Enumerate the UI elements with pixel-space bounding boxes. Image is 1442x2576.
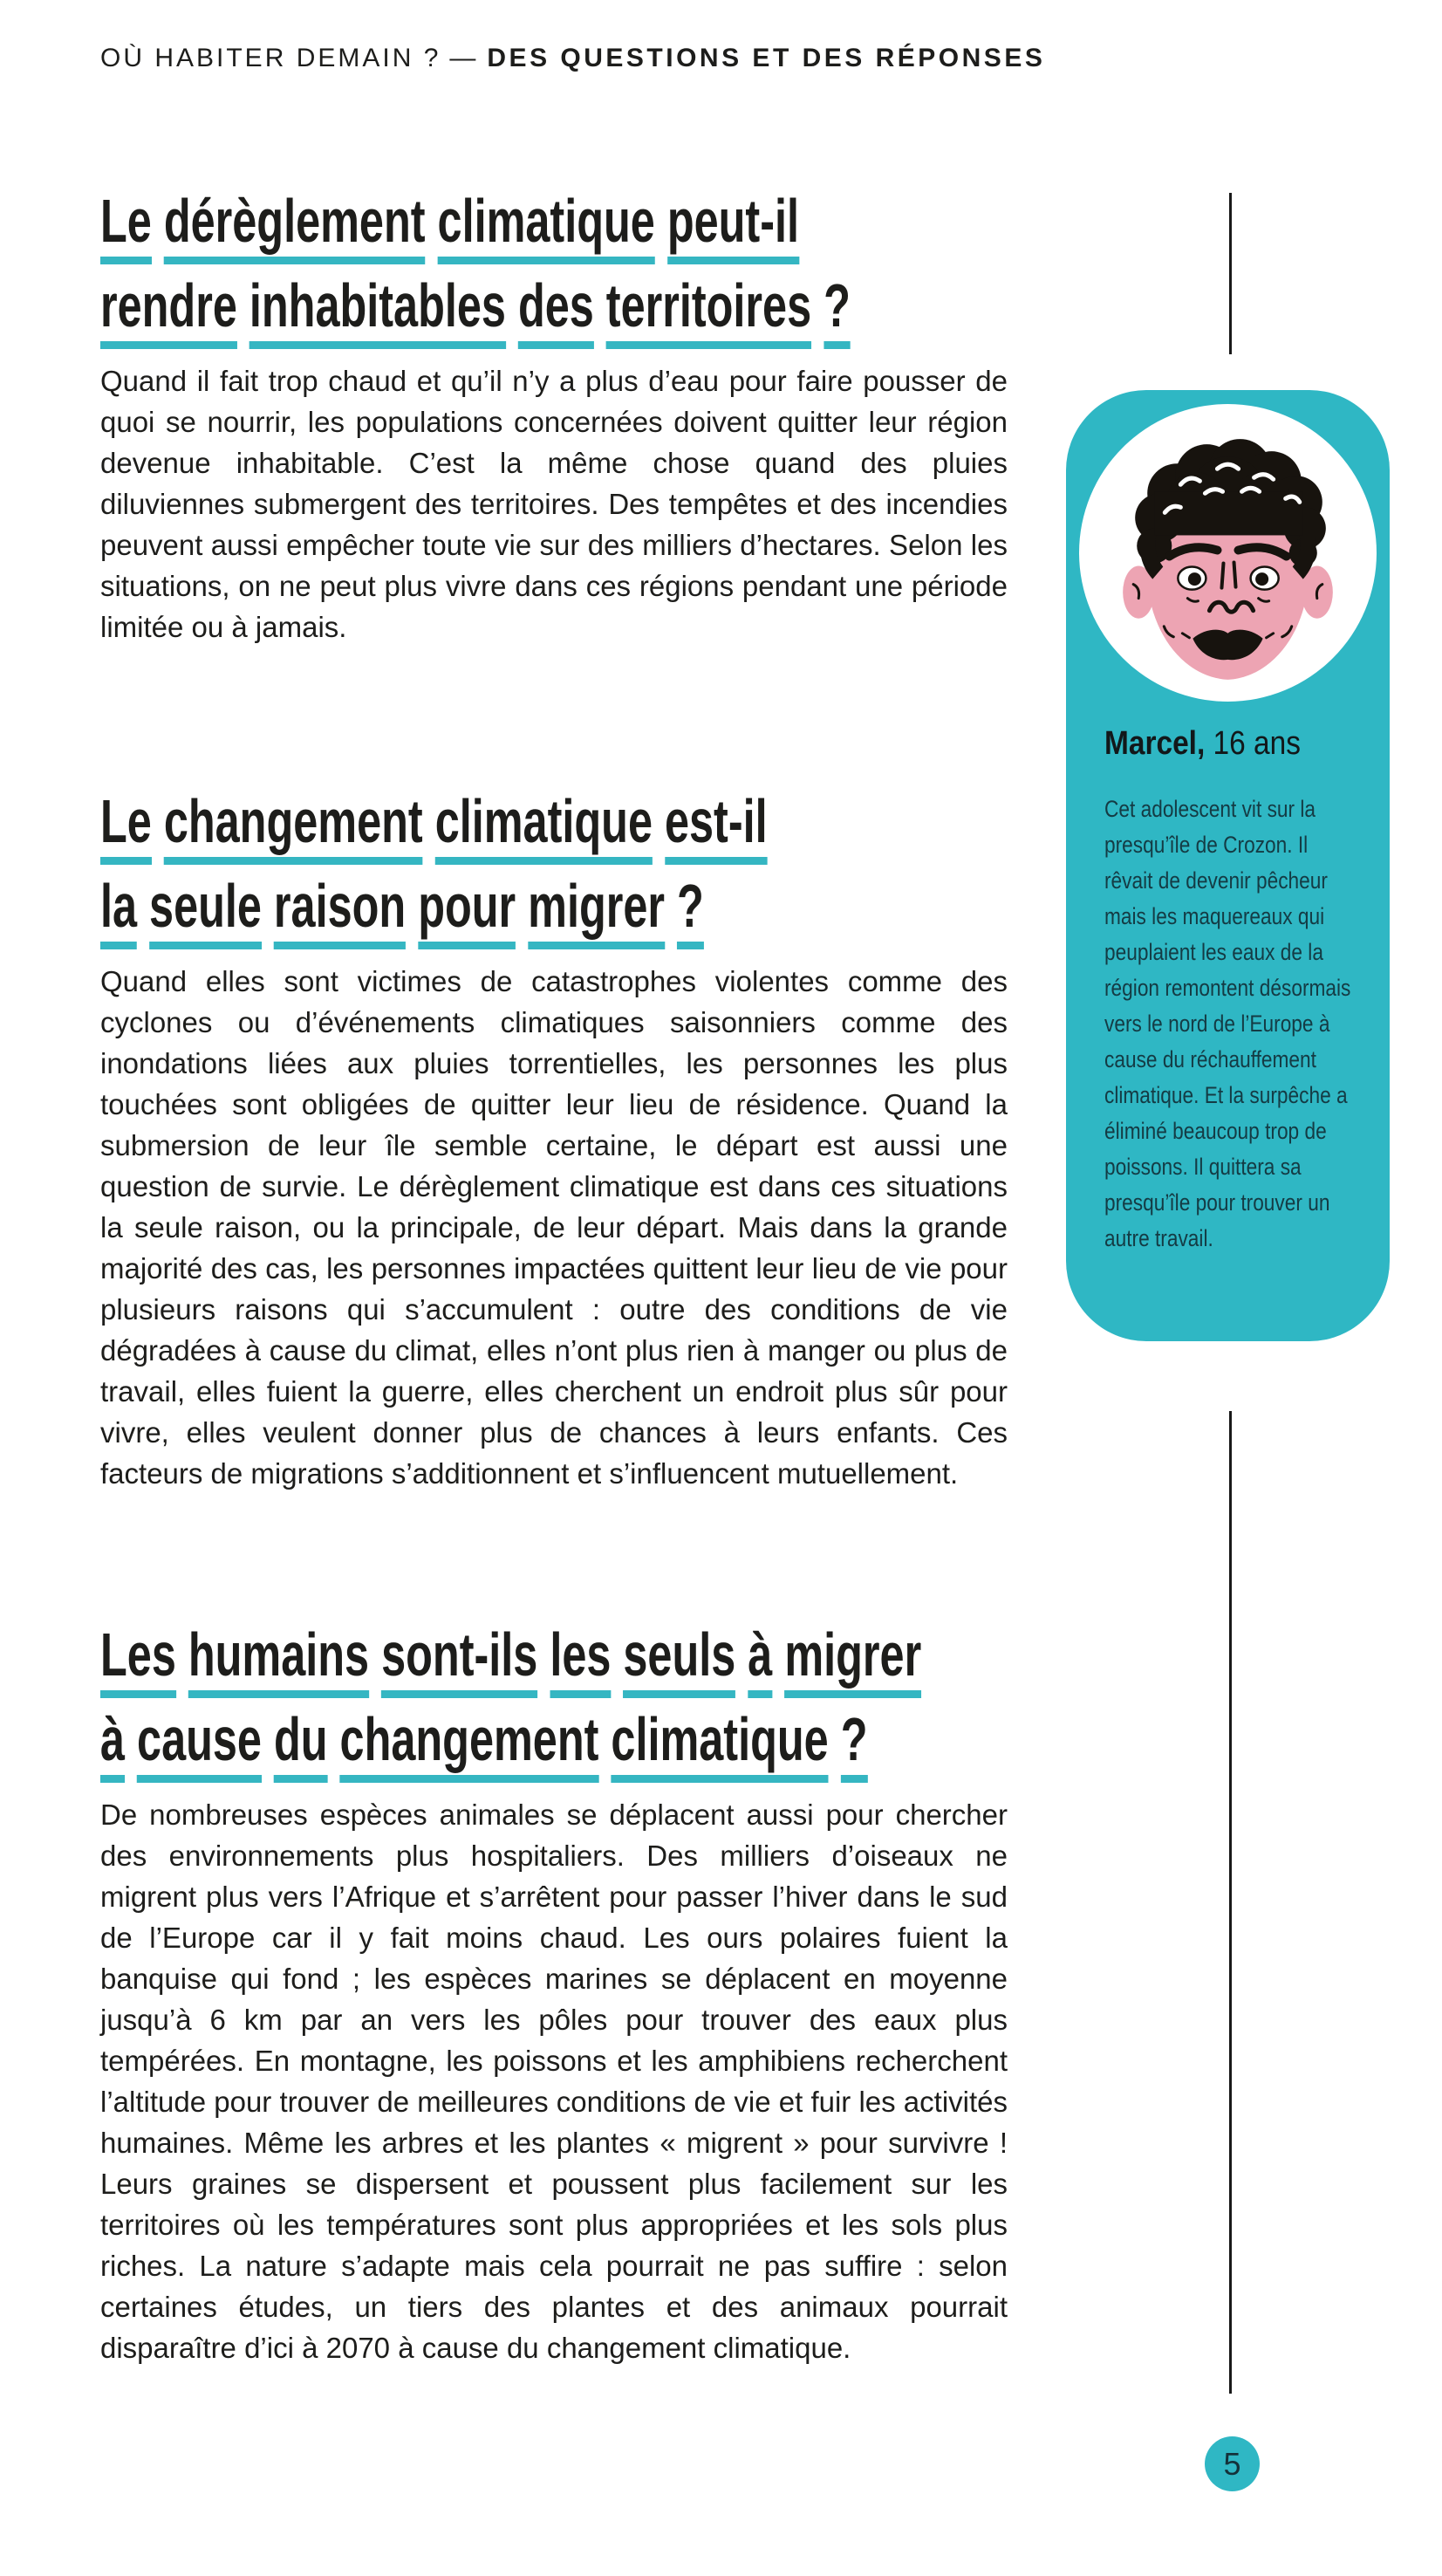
underlined-word: migrer (528, 872, 665, 949)
underlined-word: ? (824, 271, 851, 349)
underlined-word: ? (677, 872, 704, 949)
running-header (100, 44, 1045, 73)
underlined-word: à (100, 1705, 125, 1783)
question-heading-line (100, 179, 1030, 264)
question-heading (100, 779, 1030, 949)
section-title: DES QUESTIONS ET DES RÉPONSES (487, 44, 1046, 72)
underlined-word: cause (137, 1705, 262, 1783)
profile-age: 16 ans (1213, 725, 1301, 762)
underlined-word: seuls (623, 1620, 735, 1698)
article-body: Quand il fait trop chaud et qu’il n’y a plus d’eau pour faire pousser de quoi se nourrir, les populations concernées doivent quitter leur région devenue inhabitable. C’est la même chose quand des pluies diluviennes submergent des territoires. Des tempêtes et des incendies peuvent aussi empêcher toute vie sur des milliers d’hectares. Selon les situations, on ne peut plus vivre dans ces régions pendant une période limitée ou à jamais. (100, 365, 1008, 643)
vertical-rule-bottom (1229, 1411, 1232, 2394)
underlined-word: humains (188, 1620, 369, 1698)
underlined-word: du (274, 1705, 328, 1783)
article-humans-only-migrants (100, 1613, 1008, 2368)
underlined-word: climatique (435, 787, 653, 865)
underlined-word: rendre (100, 271, 237, 349)
underlined-word: la (100, 872, 137, 949)
book-title: OÙ HABITER DEMAIN ? (100, 44, 441, 72)
underlined-word: Le (100, 187, 152, 264)
underlined-word: territoires (606, 271, 811, 349)
underlined-word: climatique (611, 1705, 828, 1783)
profile-description: Cet adolescent vit sur la presqu’île de Crozon. Il rêvait de devenir pêcheur mais les maquereaux qui peuplaient les eaux de la région remontent désormais vers le nord de l’Europe à cause du réchauffement climatique. Et la surpêche a éliminé beaucoup trop de poissons. Il quittera sa presqu’île pour trouver un autre travail. (1104, 796, 1351, 1251)
question-heading-line (100, 864, 1030, 949)
underlined-word: peut-il (667, 187, 799, 264)
profile-name: Marcel, (1104, 725, 1206, 762)
underlined-word: à (748, 1620, 772, 1698)
page-number: 5 (1223, 2445, 1241, 2482)
underlined-word: climatique (438, 187, 655, 264)
profile-card (1066, 390, 1390, 1341)
article-only-reason-to-migrate (100, 779, 1008, 1494)
question-heading-line (100, 1697, 1030, 1782)
underlined-word: seule (149, 872, 262, 949)
underlined-word: sont-ils (381, 1620, 537, 1698)
article-body: Quand elles sont victimes de catastrophes violentes comme des cyclones ou d’événements climatiques saisonniers comme des inondations liées aux pluies torrentielles, les personnes les plus touchées sont obligées de quitter leur lieu de résidence. Quand la submersion de leur île semble certaine, le départ est aussi une question de survie. Le dérèglement climatique est dans ces situations la seule raison, ou la principale, de leur départ. Mais dans la grande majorité des cas, les personnes impactées quittent leur lieu de vie pour plusieurs raisons qui s’accumulent : outre des conditions de vie dégradées à cause du climat, elles n’ont plus rien à manger ou plus de travail, elles fuient la guerre, elles cherchent un endroit plus sûr pour vivre, elles veulent donner plus de chances à leurs enfants. Ces facteurs de migrations s’additionnent et s’influencent mutuellement. (100, 965, 1008, 1490)
underlined-word: Le (100, 787, 152, 865)
question-heading-line (100, 264, 1030, 348)
underlined-word: les (550, 1620, 611, 1698)
underlined-word: Les (100, 1620, 176, 1698)
underlined-word: inhabitables (249, 271, 506, 349)
question-heading-line (100, 779, 1030, 864)
marcel-portrait-icon (1079, 404, 1377, 702)
underlined-word: pour (418, 872, 516, 949)
underlined-word: changement (340, 1705, 599, 1783)
underlined-word: ? (841, 1705, 868, 1783)
question-heading (100, 1613, 1030, 1782)
vertical-rule-top (1229, 193, 1232, 354)
question-heading-line (100, 1613, 1030, 1697)
profile-name-line (1104, 725, 1301, 763)
underlined-word: des (518, 271, 594, 349)
underlined-word: migrer (784, 1620, 921, 1698)
underlined-word: dérèglement (164, 187, 426, 264)
page-number-badge (1205, 2436, 1260, 2491)
article-climate-uninhabitable (100, 179, 1008, 647)
underlined-word: est-il (665, 787, 768, 865)
header-dash: — (449, 44, 479, 72)
underlined-word: raison (274, 872, 406, 949)
article-body: De nombreuses espèces animales se déplacent aussi pour chercher des environnements plus hospitaliers. Des milliers d’oiseaux ne migrent plus vers l’Afrique et s’arrêtent pour passer l’hiver dans le sud de l’Europe car il y fait moins chaud. Les ours polaires fuient la banquise qui fond ; les espèces marines se déplacent en moyenne jusqu’à 6 km par an vers les pôles pour trouver des eaux plus tempérées. En montagne, les poissons et les amphibiens recherchent l’altitude pour trouver de meilleures conditions de vie et fuir les activités humaines. Même les arbres et les plantes « migrent » pour survivre ! Leurs graines se dispersent et poussent plus facilement sur les territoires où les températures sont plus appropriées et les sols plus riches. La nature s’adapte mais cela pourrait ne pas suffire : selon certaines études, un tiers des plantes et des animaux pourrait disparaître d’ici à 2070 à cause du changement climatique. (100, 1798, 1008, 2364)
underlined-word: changement (164, 787, 423, 865)
question-heading (100, 179, 1030, 348)
